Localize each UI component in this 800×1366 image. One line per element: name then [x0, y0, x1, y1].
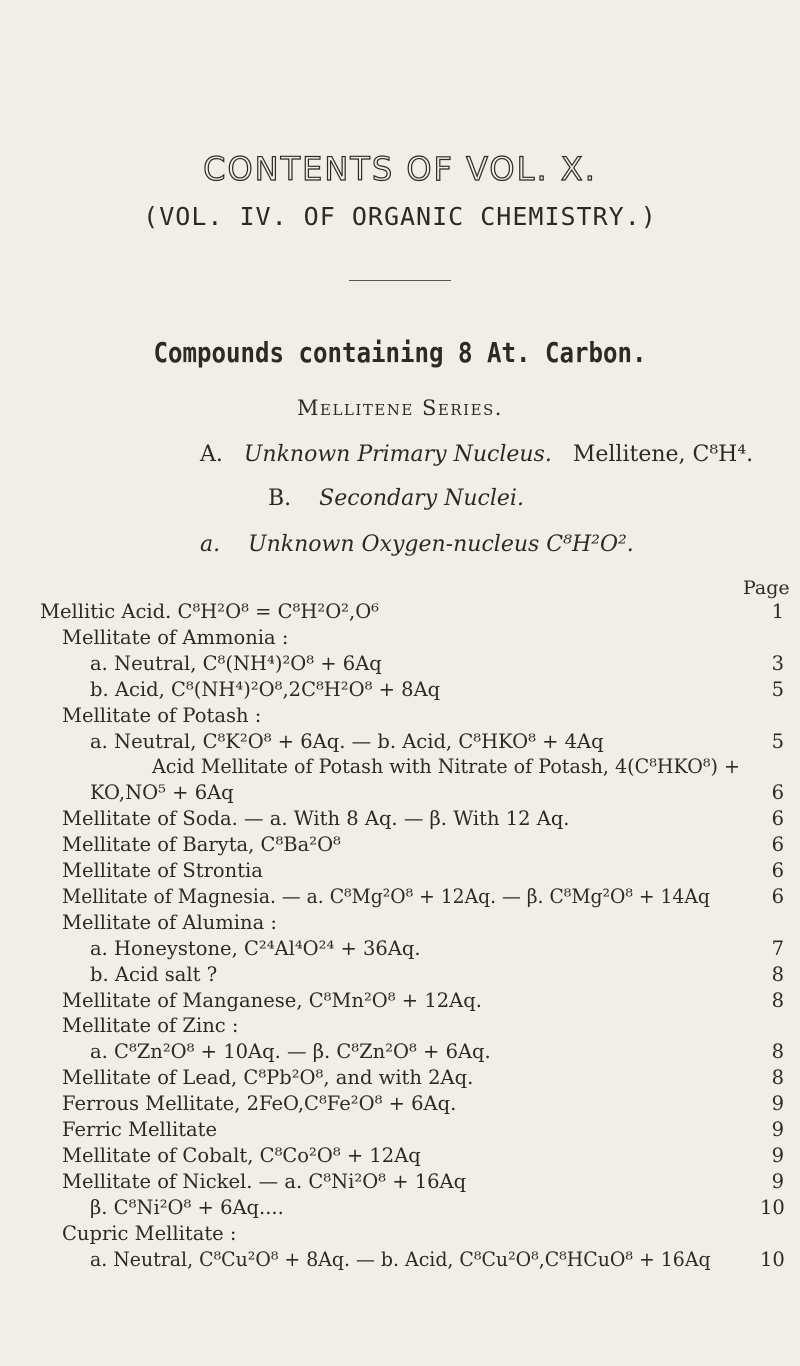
entry-text: Acid Mellitate of Potash with Nitrate of Potash, 4(C⁸HKO⁸) + [152, 755, 740, 779]
heading-b-prefix: B. [268, 486, 292, 511]
entry-text: Mellitate of Ammonia : [62, 625, 289, 649]
contents-entry [62, 833, 800, 857]
entry-text: Mellitate of Manganese, C⁸Mn²O⁸ + 12Aq. [62, 988, 482, 1012]
entry-text: Cupric Mellitate : [62, 1221, 237, 1245]
contents-entry [62, 885, 800, 909]
contents-entry [62, 807, 800, 831]
heading-c-text: Unknown Oxygen-nucleus C⁸H²O². [248, 532, 634, 557]
entry-page-number: 10 [760, 1247, 785, 1271]
contents-entry [62, 1066, 800, 1090]
entry-page-number: 8 [771, 962, 784, 986]
entry-page-number: 5 [771, 677, 784, 701]
entry-text: a. Neutral, C⁸(NH⁴)²O⁸ + 6Aq [90, 651, 382, 675]
entry-page-number: 8 [771, 988, 784, 1012]
heading-b-text: Secondary Nuclei. [319, 486, 524, 511]
contents-title: CONTENTS OF VOL. X. [203, 150, 597, 188]
divider-rule [349, 280, 451, 281]
entry-text: Mellitate of Strontia [62, 859, 263, 882]
entry-text: Mellitate of Nickel. — a. C⁸Ni²O⁸ + 16Aq [62, 1169, 467, 1193]
heading-c-prefix: a. [200, 532, 221, 557]
entry-page-number: 9 [771, 1118, 784, 1141]
entry-page-number: 7 [771, 936, 784, 960]
entry-page-number: 3 [771, 651, 784, 675]
contents-entry [62, 626, 800, 650]
entry-page-number: 8 [771, 1066, 784, 1090]
entry-page-number: 6 [771, 781, 784, 805]
entry-page-number: 6 [771, 833, 784, 857]
entry-text: a. Honeystone, C²⁴Al⁴O²⁴ + 36Aq. [90, 936, 421, 960]
contents-entry [62, 704, 800, 728]
entry-text: a. Neutral, C⁸Cu²O⁸ + 8Aq. — b. Acid, C⁸Cu²O⁸,C⁸HCuO⁸ + 16Aq [90, 1247, 711, 1271]
heading-a-prefix: A. [200, 442, 223, 467]
contents-entry [40, 600, 784, 624]
entry-text: Mellitate of Lead, C⁸Pb²O⁸, and with 2Aq. [62, 1066, 474, 1090]
contents-entry [62, 1170, 800, 1194]
contents-entry [90, 1040, 800, 1064]
heading-a-text: Unknown Primary Nucleus. [243, 442, 552, 467]
entry-page-number: 6 [771, 884, 784, 908]
contents-entry [90, 730, 800, 754]
entry-text: Mellitate of Soda. — a. With 8 Aq. — β. With 12 Aq. [62, 807, 570, 831]
entry-text: Mellitate of Zinc : [62, 1014, 239, 1038]
contents-entry [62, 859, 800, 883]
entry-page-number: 6 [771, 807, 784, 831]
entry-text: Mellitate of Potash : [62, 703, 262, 727]
secondary-nuclei-heading [268, 486, 524, 511]
entry-text: Ferrous Mellitate, 2FeO,C⁸Fe²O⁸ + 6Aq. [62, 1092, 457, 1116]
entry-page-number: 8 [771, 1040, 784, 1064]
entry-page-number: 5 [771, 729, 784, 753]
entry-text: b. Acid, C⁸(NH⁴)²O⁸,2C⁸H²O⁸ + 8Aq [90, 677, 441, 701]
contents-entry [62, 911, 800, 935]
entry-page-number: 9 [771, 1092, 784, 1116]
contents-entry [62, 1144, 800, 1168]
entry-page-number: 9 [771, 1143, 784, 1167]
contents-entry [62, 989, 800, 1013]
contents-entry [90, 937, 800, 961]
contents-entry [90, 781, 800, 805]
section-heading: Compounds containing 8 At. Carbon. [153, 336, 647, 369]
contents-entry [62, 1014, 800, 1038]
contents-entry [62, 1092, 800, 1116]
volume-subtitle: (VOL. IV. OF ORGANIC CHEMISTRY.) [143, 202, 657, 231]
entry-text: Mellitate of Magnesia. — a. C⁸Mg²O⁸ + 12Aq. — β. C⁸Mg²O⁸ + 14Aq [62, 884, 710, 908]
entry-page-number: 6 [771, 859, 784, 882]
primary-nucleus-heading [200, 442, 753, 467]
contents-entry [90, 652, 800, 676]
entry-text: b. Acid salt ? [90, 962, 218, 986]
entry-text: a. C⁸Zn²O⁸ + 10Aq. — β. C⁸Zn²O⁸ + 6Aq. [90, 1040, 491, 1064]
entry-page-number: 10 [760, 1195, 785, 1219]
entry-text: Ferric Mellitate [62, 1118, 218, 1141]
entry-text: a. Neutral, C⁸K²O⁸ + 6Aq. — b. Acid, C⁸HKO⁸ + 4Aq [90, 729, 604, 753]
entry-text: β. C⁸Ni²O⁸ + 6Aq.... [90, 1195, 284, 1219]
entry-text: Mellitate of Baryta, C⁸Ba²O⁸ [62, 833, 341, 857]
page-column-label: Page [743, 577, 790, 599]
entry-text: Mellitic Acid. C⁸H²O⁸ = C⁸H²O²,O⁶ [40, 600, 379, 623]
contents-entry [62, 1118, 800, 1142]
series-heading: Mellitene Series. [297, 396, 503, 420]
entry-text: Mellitate of Cobalt, C⁸Co²O⁸ + 12Aq [62, 1143, 421, 1167]
entry-text: Mellitate of Alumina : [62, 910, 277, 934]
entry-text: KO,NO⁵ + 6Aq [90, 781, 234, 805]
contents-entry [90, 1196, 800, 1220]
contents-entry [62, 1222, 800, 1246]
entry-page-number: 9 [771, 1169, 784, 1193]
heading-a-tail: Mellitene, C⁸H⁴. [572, 442, 754, 467]
entry-page-number: 1 [771, 600, 784, 623]
contents-entry [152, 755, 800, 779]
oxygen-nucleus-heading [200, 532, 634, 557]
contents-entry [90, 1248, 800, 1272]
contents-entry [90, 678, 800, 702]
contents-entry [90, 963, 800, 987]
